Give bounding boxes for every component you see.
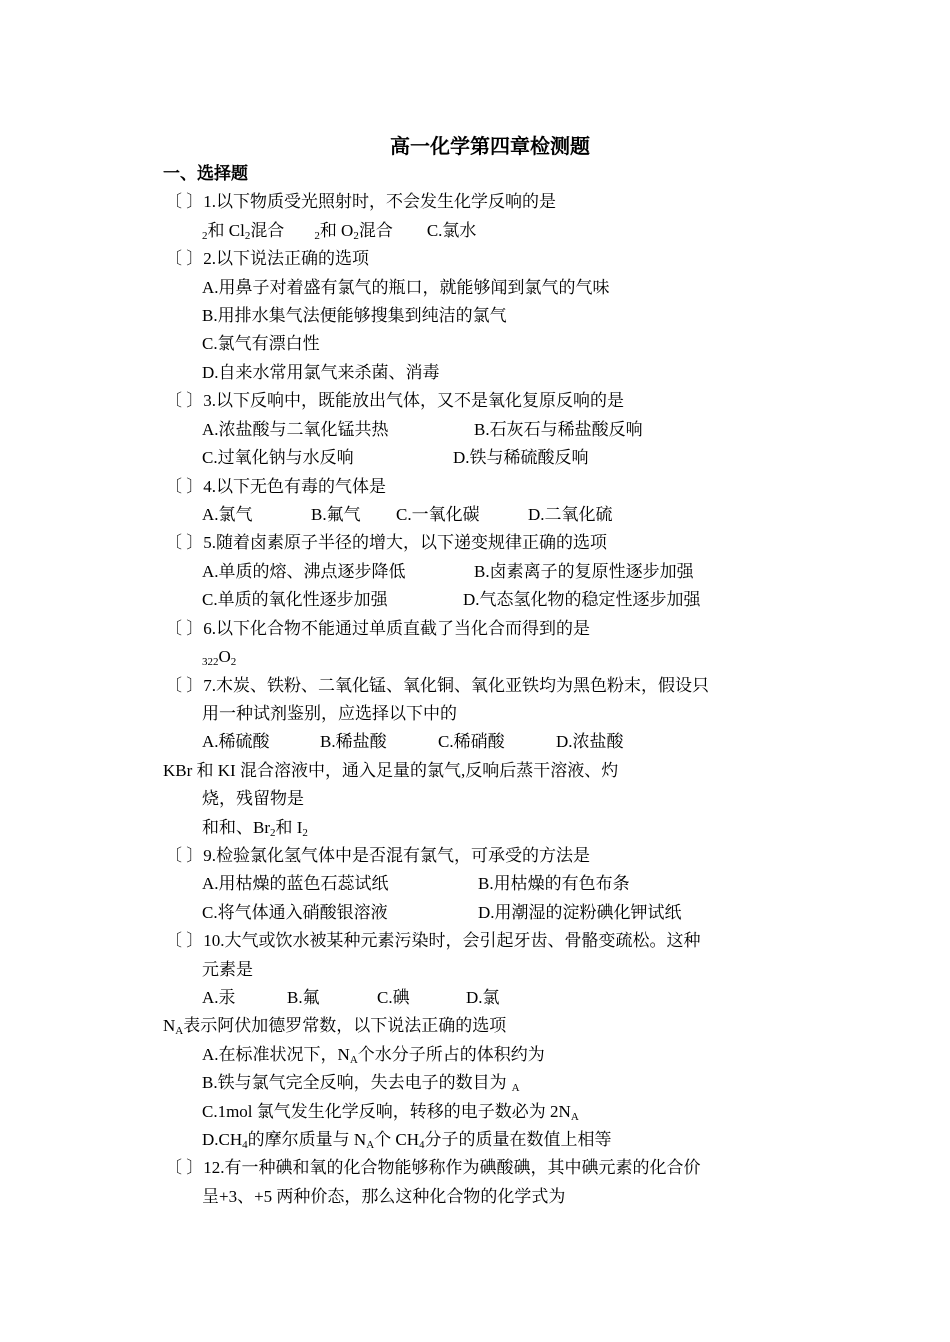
question-8-stem-line1: KBr 和 KI 混合溶液中，通入足量的氯气,反响后蒸干溶液、灼	[163, 761, 619, 780]
question-5-option-d: D.气态氢化物的稳定性逐步加强	[463, 590, 701, 609]
question-5-stem: 〔 〕5.随着卤素原子半径的增大，以下递变规律正确的选项	[165, 533, 607, 552]
question-1-options: $_2$和 $Cl_2$混合 $_2$和 $O_2$混合 C.氯水	[202, 221, 477, 242]
question-4-option-b: B.氟气	[311, 505, 361, 524]
question-7-option-d: D.浓盐酸	[556, 732, 624, 751]
question-9-option-b: B.用枯燥的有色布条	[478, 874, 630, 893]
question-5-option-a: A.单质的熔、沸点逐步降低	[202, 562, 406, 581]
question-2-option-d: D.自来水常用氯气来杀菌、消毒	[202, 363, 440, 382]
question-7-option-b: B.稀盐酸	[320, 732, 387, 751]
question-3-option-c: C.过氧化钠与水反响	[202, 448, 354, 467]
page-title: 高一化学第四章检测题	[390, 136, 590, 158]
question-6-stem: 〔 〕6.以下化合物不能通过单质直截了当化合而得到的是	[165, 619, 590, 638]
question-5-option-c: C.单质的氧化性逐步加强	[202, 590, 388, 609]
question-3-option-a: A.浓盐酸与二氧化锰共热	[202, 420, 389, 439]
question-9-option-c: C.将气体通入硝酸银溶液	[202, 903, 388, 922]
question-10-option-c: C.碘	[377, 988, 410, 1007]
question-4-option-a: A.氯气	[202, 505, 253, 524]
question-2-option-a: A.用鼻子对着盛有氯气的瓶口，就能够闻到氯气的气味	[202, 278, 610, 297]
question-11-stem: $N_A$表示阿伏加德罗常数，以下说法正确的选项	[163, 1016, 507, 1037]
question-7-option-a: A.稀硫酸	[202, 732, 270, 751]
question-3-stem: 〔 〕3.以下反响中，既能放出气体，又不是氧化复原反响的是	[165, 391, 624, 410]
question-2-option-c: C.氯气有漂白性	[202, 334, 320, 353]
question-2-option-b: B.用排水集气法便能够搜集到纯洁的氯气	[202, 306, 507, 325]
question-10-stem-line1: 〔 〕10.大气或饮水被某种元素污染时，会引起牙齿、骨骼变疏松。这种	[165, 931, 701, 950]
question-3-option-b: B.石灰石与稀盐酸反响	[474, 420, 643, 439]
question-1-stem: 〔 〕1.以下物质受光照射时，不会发生化学反响的是	[165, 192, 556, 211]
question-6-options: $_{322}O_2$	[202, 647, 237, 668]
question-12-stem-line2: 呈+3、+5 两种价态，那么这种化合物的化学式为	[202, 1187, 566, 1206]
question-10-option-b: B.氟	[287, 988, 320, 1007]
question-12-stem-line1: 〔 〕12.有一种碘和氧的化合物能够称作为碘酸碘，其中碘元素的化合价	[165, 1158, 701, 1177]
question-8-stem-line2: 烧，残留物是	[202, 789, 304, 808]
question-11-option-b: B.铁与氯气完全反响，失去电子的数目为 $_A$	[202, 1073, 520, 1094]
question-7-stem-line1: 〔 〕7.木炭、铁粉、二氧化锰、氧化铜、氧化亚铁均为黑色粉末，假设只	[165, 676, 709, 695]
question-8-options: 和和、$Br_2$和 $I_2$	[202, 818, 308, 839]
question-4-stem: 〔 〕4.以下无色有毒的气体是	[165, 477, 386, 496]
question-9-option-d: D.用潮湿的淀粉碘化钾试纸	[478, 903, 682, 922]
question-4-option-c: C.一氧化碳	[396, 505, 480, 524]
question-3-option-d: D.铁与稀硫酸反响	[453, 448, 589, 467]
question-11-option-c: C.1mol 氯气发生化学反响，转移的电子数必为 $2N_A$	[202, 1102, 579, 1123]
question-10-option-a: A.汞	[202, 988, 236, 1007]
question-5-option-b: B.卤素离子的复原性逐步加强	[474, 562, 694, 581]
question-9-option-a: A.用枯燥的蓝色石蕊试纸	[202, 874, 389, 893]
question-9-stem: 〔 〕9.检验氯化氢气体中是否混有氯气，可承受的方法是	[165, 846, 590, 865]
question-10-option-d: D.氯	[466, 988, 500, 1007]
question-2-stem: 〔 〕2.以下说法正确的选项	[165, 249, 369, 268]
question-4-option-d: D.二氧化硫	[528, 505, 613, 524]
question-7-stem-line2: 用一种试剂鉴别，应选择以下中的	[202, 704, 457, 723]
question-11-option-a: A.在标准状况下，$N_A$个水分子所占的体积约为	[202, 1045, 545, 1066]
question-11-option-d: $D.CH_4$的摩尔质量与 $N_A$个 $CH_4$分子的质量在数值上相等	[202, 1130, 612, 1151]
question-7-option-c: C.稀硝酸	[438, 732, 505, 751]
section-heading: 一、选择题	[163, 164, 248, 183]
question-10-stem-line2: 元素是	[202, 960, 253, 979]
